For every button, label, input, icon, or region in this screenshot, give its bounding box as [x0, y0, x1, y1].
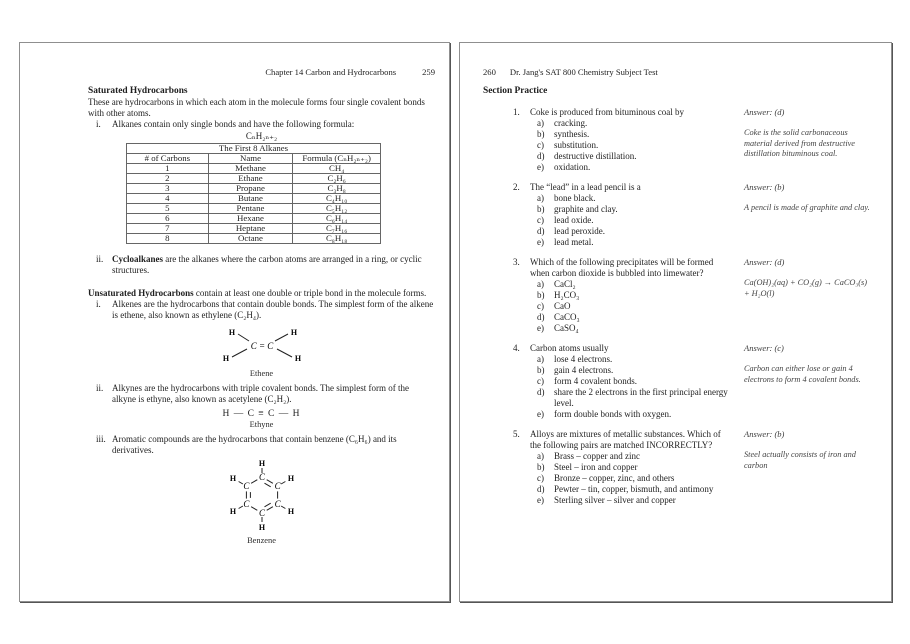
alkane-general-formula: CₙH₂ₙ₊₂: [245, 131, 278, 141]
option: c) Bronze – copper, zinc, and others: [537, 473, 675, 483]
h-atom: H: [287, 474, 294, 483]
aromatic-item: iii. Aromatic compounds are the hydrocarbons that contain benzene (C₆H₆) and its derivatives.: [96, 434, 397, 455]
table-title: The First 8 Alkanes: [127, 144, 381, 154]
table-header-row: [127, 154, 381, 164]
page-260: [459, 42, 892, 602]
chapter-title: Chapter 14 Carbon and Hydrocarbons: [265, 67, 397, 77]
table-row: 6 Hexane C₆H₁₄: [127, 214, 381, 224]
c-atom: C: [242, 481, 249, 491]
ethene-diagram: [88, 324, 435, 379]
option: b) synthesis.: [537, 129, 590, 139]
ethyne-diagram: [88, 408, 435, 430]
table-row: 7 Heptane C₇H₁₆: [127, 224, 381, 234]
answer-explanation: Steel actually consists of iron and carbon: [744, 450, 856, 470]
question-text: Carbon atoms usually: [530, 343, 609, 353]
ethene-label: Ethene: [249, 369, 274, 378]
page-number-260: 260: [483, 67, 496, 77]
ethyne-formula: H — C ≡ C — H: [222, 409, 301, 419]
carbon-double-bond: C = C: [250, 341, 273, 351]
option: c) CaO: [537, 301, 571, 311]
h-atom: H: [222, 354, 229, 363]
col-header-carbons: # of Carbons: [127, 154, 209, 164]
question-text: The “lead” in a lead pencil is a: [530, 182, 641, 192]
unsaturated-term: Unsaturated Hydrocarbons: [88, 288, 194, 298]
answer-note: [734, 343, 873, 420]
page-header-260: [483, 67, 873, 78]
question-block-5: [513, 429, 873, 506]
answer-label: Answer: (d): [744, 257, 785, 267]
question-text: Alloys are mixtures of metallic substances. Which of the following pairs are matched INCORRECTLY?: [530, 429, 721, 450]
option: a) bone black.: [537, 193, 596, 203]
option: a) lose 4 electrons.: [537, 354, 613, 364]
h-atom: H: [290, 328, 297, 337]
answer-explanation: Carbon can either lose or gain 4 electrons to form 4 covalent bonds.: [744, 364, 861, 384]
saturated-body: These are hydrocarbons in which each atom in the molecule forms four single covalent bonds with other atoms.: [88, 97, 425, 118]
answer-label: Answer: (b): [744, 182, 785, 192]
option: b) gain 4 electrons.: [537, 365, 614, 375]
question-number: 3.: [513, 257, 520, 267]
alkanes-table: [126, 143, 381, 244]
unsaturated-paragraph: Unsaturated Hydrocarbons contain at least one double or triple bond in the molecule forms.: [88, 288, 427, 298]
c-atom: C: [274, 481, 281, 491]
option: d) destructive distillation.: [537, 151, 637, 161]
table-row: 1 Methane CH₄: [127, 164, 381, 174]
page-259: [19, 42, 450, 602]
option: e) lead metal.: [537, 237, 594, 247]
answer-label: Answer: (c): [744, 343, 784, 353]
table-row: 4 Butane C₄H₁₀: [127, 194, 381, 204]
h-atom: H: [287, 507, 294, 516]
ethene-structure: [197, 324, 327, 364]
alkenes-item: i. Alkenes are the hydrocarbons that contain double bonds. The simplest form of the alkene is ethene, also known as ethylene (C₂H₄).: [96, 299, 434, 320]
question-number: 2.: [513, 182, 520, 192]
h-atom: H: [258, 459, 265, 468]
c-atom: C: [242, 499, 249, 509]
option: e) Sterling silver – silver and copper: [537, 495, 676, 505]
section-practice-heading: Section Practice: [483, 86, 548, 96]
question-block-2: [513, 182, 873, 248]
alkynes-item: ii. Alkynes are the hydrocarbons with triple covalent bonds. The simplest form of the alkyne is ethyne, also known as acetylene (C₂H₂).: [96, 383, 410, 404]
option: c) form 4 covalent bonds.: [537, 376, 637, 386]
option: d) share the 2 electrons in the first principal energy level.: [537, 387, 728, 408]
question-number: 5.: [513, 429, 520, 439]
h-atom: H: [229, 474, 236, 483]
option: e) CaSO₄: [537, 323, 579, 333]
answer-explanation: Coke is the solid carbonaceous material derived from destructive distillation bituminous coal.: [744, 128, 855, 158]
c-atom: C: [258, 508, 265, 518]
answer-note: [734, 429, 873, 506]
saturated-heading: Saturated Hydrocarbons: [88, 86, 188, 96]
option: e) oxidation.: [537, 162, 591, 172]
question-block-4: [513, 343, 873, 420]
question-number: 1.: [513, 107, 520, 117]
h-atom: H: [228, 328, 235, 337]
option: a) Brass – copper and zinc: [537, 451, 640, 461]
table-row: 8 Octane C₈H₁₈: [127, 234, 381, 244]
h-atom: H: [294, 354, 301, 363]
benzene-diagram: [88, 459, 435, 546]
answer-note: [734, 182, 873, 248]
option: c) substitution.: [537, 140, 599, 150]
col-header-formula: Formula (CₙH₂ₙ₊₂): [293, 154, 381, 164]
question-list: [513, 107, 873, 506]
page-number-259: 259: [422, 67, 435, 77]
question-text: Coke is produced from bituminous coal by: [530, 107, 684, 117]
answer-note: [734, 257, 873, 334]
benzene-structure: [212, 459, 312, 531]
table-row: 5 Pentane C₅H₁₂: [127, 204, 381, 214]
option: d) Pewter – tin, copper, bismuth, and antimony: [537, 484, 714, 494]
book-title: Dr. Jang's SAT 800 Chemistry Subject Test: [509, 67, 658, 77]
question-text: Which of the following precipitates will be formed when carbon dioxide is bubbled into limewater?: [530, 257, 714, 278]
c-atom: C: [274, 499, 281, 509]
col-header-name: Name: [208, 154, 293, 164]
option: e) form double bonds with oxygen.: [537, 409, 672, 419]
cycloalkanes-term: Cycloalkanes: [112, 254, 164, 264]
option: b) H₂CO₃: [537, 290, 580, 300]
option: a) cracking.: [537, 118, 588, 128]
page-header-259: [88, 67, 435, 78]
question-number: 4.: [513, 343, 520, 353]
answer-note: [734, 107, 873, 173]
cycloalkanes-item: ii. Cycloalkanes are the alkanes where the carbon atoms are arranged in a ring, or cyclic structures.: [96, 254, 422, 275]
option: d) CaCO₃: [537, 312, 580, 322]
question-block-1: [513, 107, 873, 173]
question-block-3: [513, 257, 873, 334]
option: b) graphite and clay.: [537, 204, 618, 214]
answer-explanation: Ca(OH)₂(aq) + CO₂(g) → CaCO₃(s) + H₂O(l): [744, 278, 868, 298]
c-atom: C: [258, 472, 265, 482]
option: c) lead oxide.: [537, 215, 594, 225]
option: a) CaCl₂: [537, 279, 576, 289]
benzene-label: Benzene: [247, 536, 276, 545]
answer-label: Answer: (d): [744, 107, 785, 117]
h-atom: H: [229, 507, 236, 516]
answer-label: Answer: (b): [744, 429, 785, 439]
h-atom: H: [258, 523, 265, 531]
ethyne-label: Ethyne: [249, 420, 274, 429]
option: b) Steel – iron and copper: [537, 462, 638, 472]
table-row: 3 Propane C₃H₈: [127, 184, 381, 194]
answer-explanation: A pencil is made of graphite and clay.: [744, 203, 870, 212]
table-row: 2 Ethane C₂H₆: [127, 174, 381, 184]
table-title-row: [127, 144, 381, 154]
option: d) lead peroxide.: [537, 226, 605, 236]
alkanes-item: i. Alkanes contain only single bonds and have the following formula:: [96, 119, 355, 129]
